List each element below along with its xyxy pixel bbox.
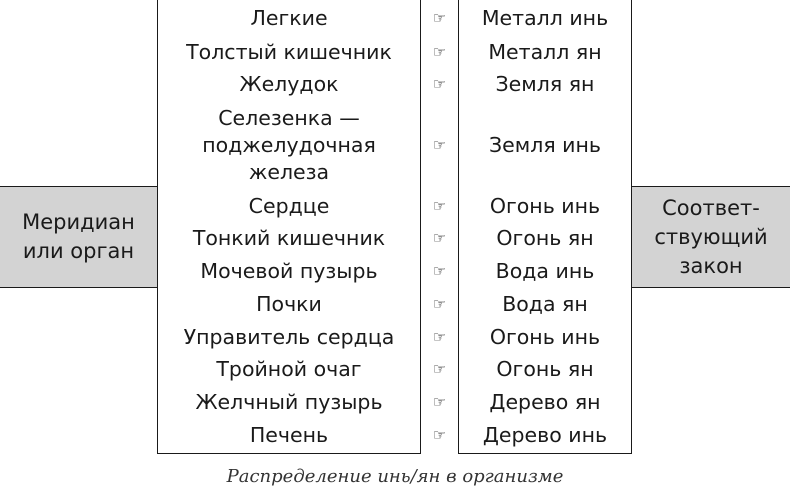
organ-name: Селезенка — поджелудочная железа xyxy=(202,105,376,184)
law-name: Вода ян xyxy=(502,291,588,316)
law-name: Металл инь xyxy=(481,5,609,30)
law-name: Металл ян xyxy=(488,39,602,64)
law-name: Огонь ян xyxy=(496,356,594,381)
law-name: Дерево ян xyxy=(489,389,601,414)
pointing-hand-icon: ☞ xyxy=(432,136,447,154)
organ-name: Мочевой пузырь xyxy=(200,258,378,283)
organ-name: Почки xyxy=(256,291,322,316)
law-name: Огонь инь xyxy=(489,324,601,349)
organ-column xyxy=(157,0,421,454)
organ-name: Сердце xyxy=(248,193,330,218)
organ-name: Желчный пузырь xyxy=(195,389,383,414)
organ-name: Легкие xyxy=(250,5,328,30)
organ-name: Тройной очаг xyxy=(216,356,362,381)
pointing-hand-icon: ☞ xyxy=(432,197,447,215)
pointing-hand-icon: ☞ xyxy=(432,328,447,346)
pointing-hand-icon: ☞ xyxy=(432,393,447,411)
pointing-hand-icon: ☞ xyxy=(432,229,447,247)
pointing-hand-icon: ☞ xyxy=(432,360,447,378)
law-name: Дерево инь xyxy=(482,422,608,447)
organ-name: Желудок xyxy=(239,71,339,96)
pointing-hand-icon: ☞ xyxy=(432,262,447,280)
law-name: Земля ян xyxy=(495,71,595,96)
pointing-hand-icon: ☞ xyxy=(432,75,447,93)
pointing-hand-icon: ☞ xyxy=(432,295,447,313)
pointing-hand-icon: ☞ xyxy=(432,426,447,444)
law-name: Огонь инь xyxy=(489,193,601,218)
organ-name: Управитель сердца xyxy=(183,324,395,349)
pointing-hand-icon: ☞ xyxy=(432,9,447,27)
law-name: Огонь ян xyxy=(496,225,594,250)
law-name: Земля инь xyxy=(489,132,601,157)
pointing-hand-icon: ☞ xyxy=(432,43,447,61)
law-column xyxy=(458,0,632,454)
law-name: Вода инь xyxy=(495,258,595,283)
corresponding-law-label: Соответ- ствующий закон xyxy=(631,186,790,288)
organ-name: Тонкий кишечник xyxy=(192,225,386,250)
meridian-or-organ-label: Меридиан или орган xyxy=(0,186,158,288)
organ-name: Печень xyxy=(249,422,329,447)
organ-name: Толстый кишечник xyxy=(186,39,392,64)
figure-caption: Распределение инь/ян в организме xyxy=(226,466,564,487)
